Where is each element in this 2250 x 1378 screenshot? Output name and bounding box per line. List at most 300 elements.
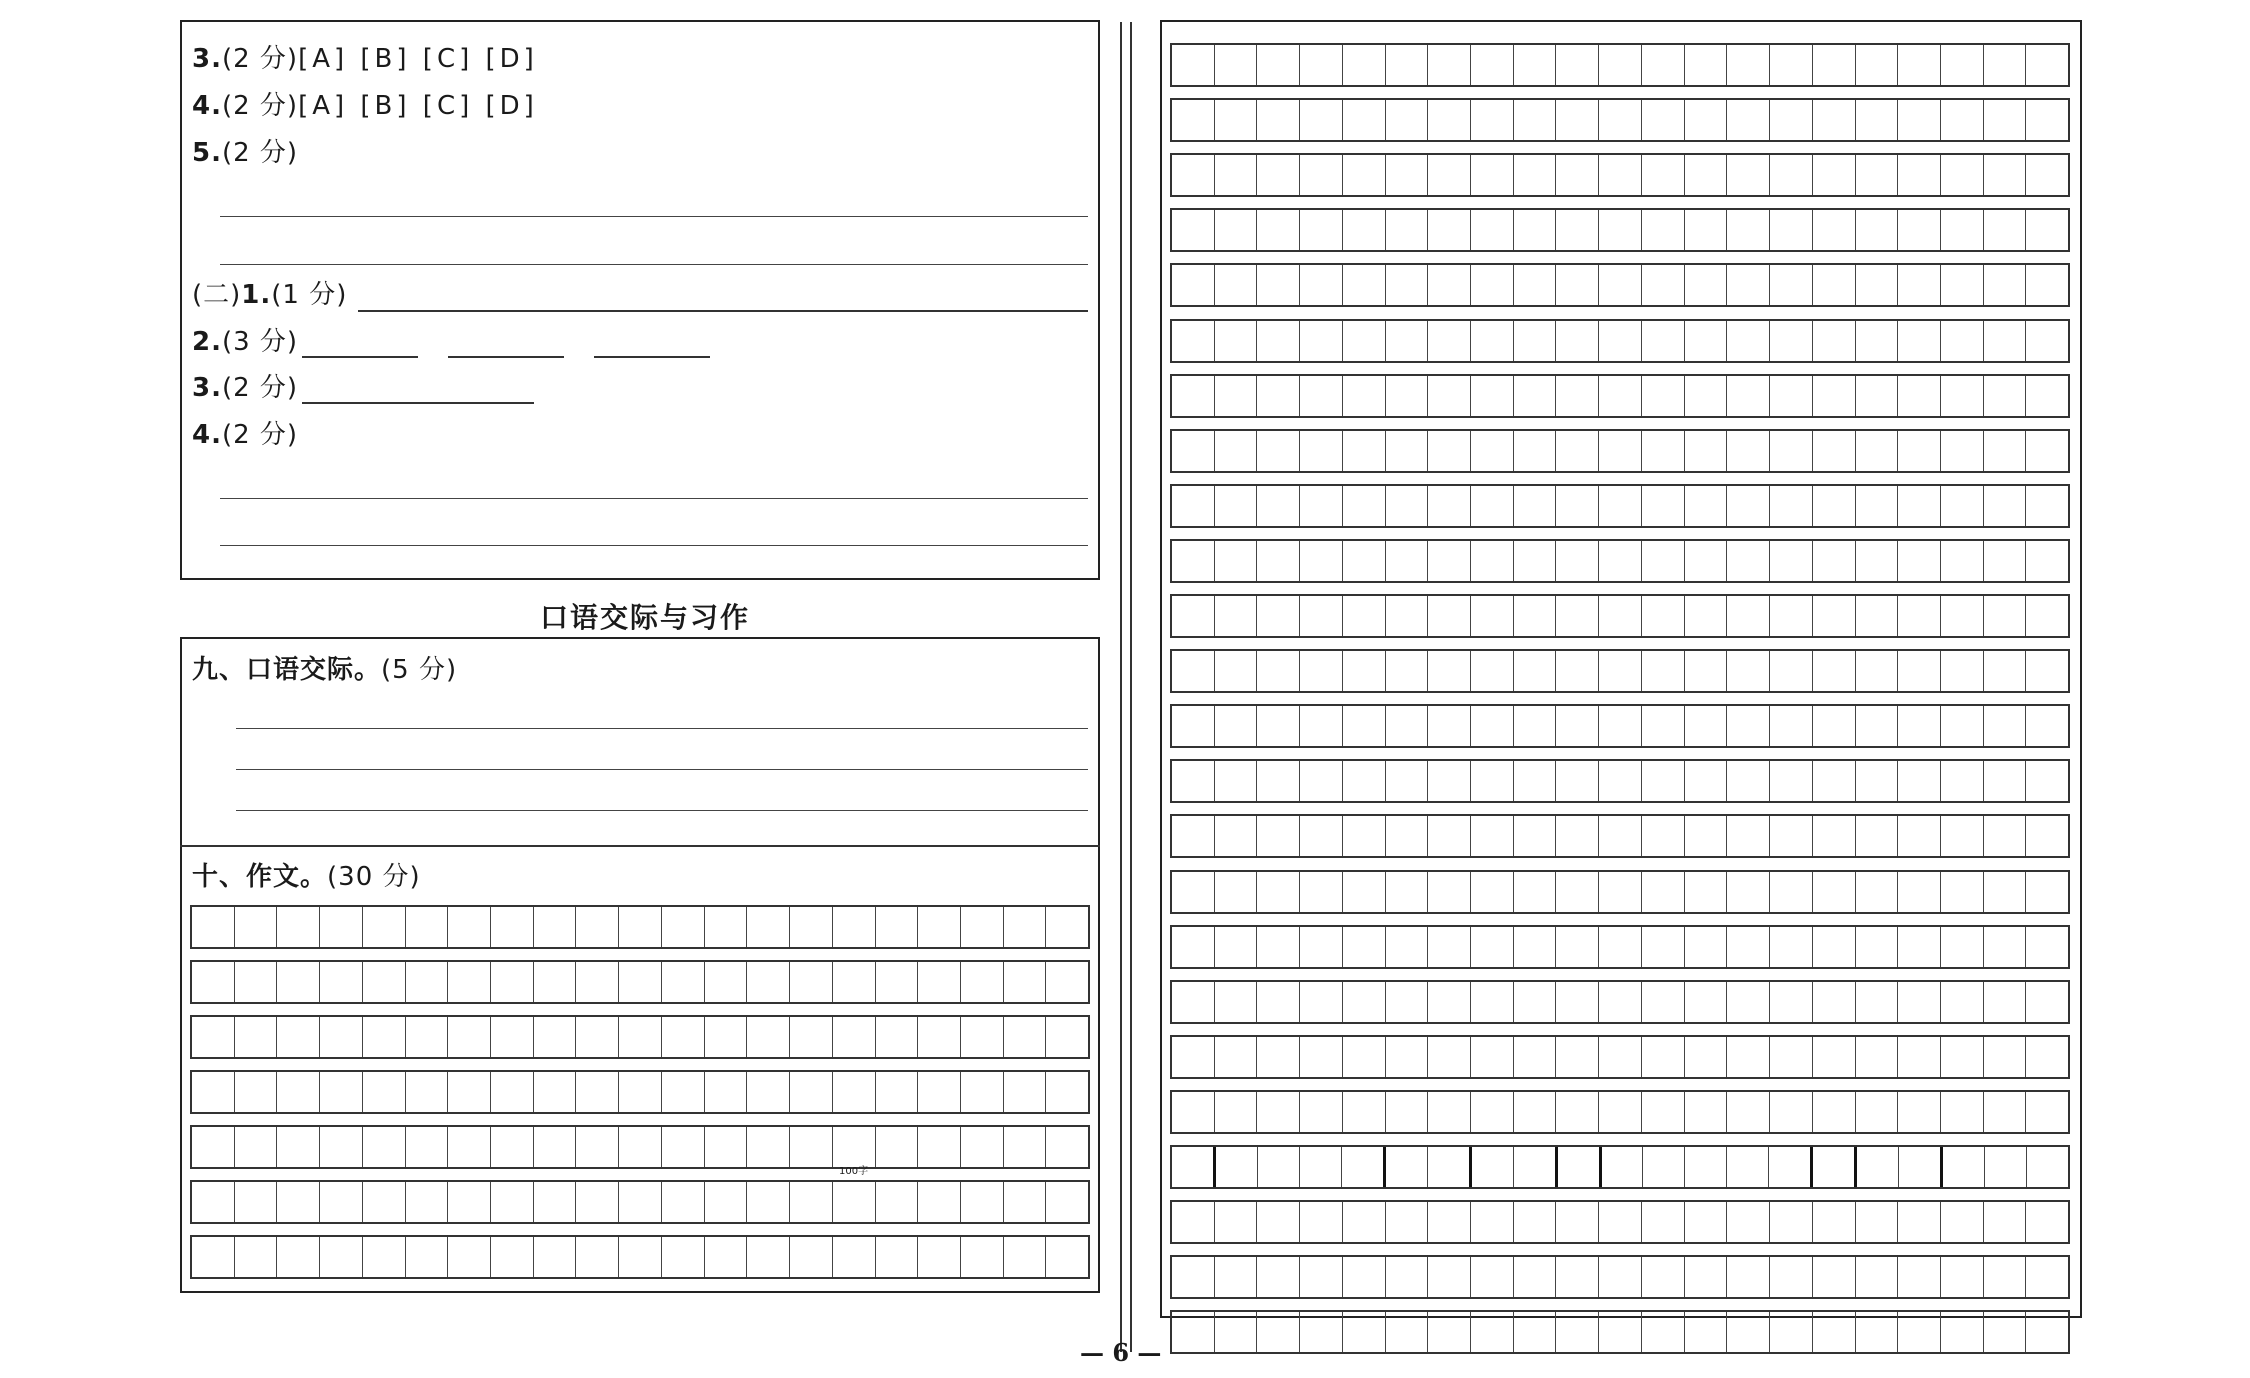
- grid-cell[interactable]: [1343, 706, 1386, 746]
- grid-cell[interactable]: [1985, 1147, 2027, 1187]
- grid-cell[interactable]: [1856, 761, 1899, 801]
- grid-cell[interactable]: [1215, 45, 1258, 85]
- answer-blank[interactable]: [302, 356, 418, 358]
- grid-cell[interactable]: [406, 962, 449, 1002]
- grid-cell[interactable]: [1556, 651, 1599, 691]
- answer-line[interactable]: [220, 216, 1088, 217]
- grid-cell[interactable]: [2026, 761, 2068, 801]
- grid-cell[interactable]: [1898, 321, 1941, 361]
- grid-cell[interactable]: [1727, 376, 1770, 416]
- grid-cell[interactable]: [1898, 872, 1941, 912]
- grid-cell[interactable]: [1471, 1202, 1514, 1242]
- grid-cell[interactable]: [1471, 872, 1514, 912]
- grid-cell[interactable]: [1685, 872, 1728, 912]
- grid-cell[interactable]: [1599, 706, 1642, 746]
- grid-cell[interactable]: [1770, 1202, 1813, 1242]
- grid-cell[interactable]: [1813, 761, 1856, 801]
- grid-cell[interactable]: [1556, 1202, 1599, 1242]
- grid-cell[interactable]: [576, 907, 619, 947]
- grid-cell[interactable]: [576, 1017, 619, 1057]
- answer-blank[interactable]: [302, 402, 534, 404]
- grid-cell[interactable]: [1599, 1257, 1642, 1297]
- grid-cell[interactable]: [1172, 872, 1215, 912]
- grid-cell[interactable]: [876, 962, 919, 1002]
- grid-cell[interactable]: [1770, 210, 1813, 250]
- grid-cell[interactable]: [1727, 1202, 1770, 1242]
- grid-cell[interactable]: [1428, 486, 1471, 526]
- grid-cell[interactable]: [1215, 321, 1258, 361]
- grid-cell[interactable]: [1343, 210, 1386, 250]
- grid-cell[interactable]: [918, 1017, 961, 1057]
- grid-cell[interactable]: [1602, 1147, 1644, 1187]
- grid-cell[interactable]: [1514, 265, 1557, 305]
- grid-cell[interactable]: [1813, 100, 1856, 140]
- grid-cell[interactable]: [1856, 376, 1899, 416]
- grid-cell[interactable]: [662, 907, 705, 947]
- grid-cell[interactable]: [1856, 927, 1899, 967]
- grid-cell[interactable]: [1856, 1257, 1899, 1297]
- grid-cell[interactable]: [1215, 982, 1258, 1022]
- grid-cell[interactable]: [1386, 927, 1429, 967]
- grid-cell[interactable]: [363, 1127, 406, 1167]
- grid-cell[interactable]: [1257, 872, 1300, 912]
- answer-line[interactable]: [220, 545, 1088, 546]
- grid-cell[interactable]: [2026, 1037, 2068, 1077]
- grid-cell[interactable]: [406, 907, 449, 947]
- grid-cell[interactable]: [1556, 541, 1599, 581]
- grid-cell[interactable]: [1856, 265, 1899, 305]
- grid-cell[interactable]: [1685, 486, 1728, 526]
- grid-cell[interactable]: [1300, 376, 1343, 416]
- grid-cell[interactable]: [1941, 486, 1984, 526]
- grid-cell[interactable]: [1257, 596, 1300, 636]
- grid-cell[interactable]: [1813, 927, 1856, 967]
- grid-cell[interactable]: [1898, 1257, 1941, 1297]
- grid-cell[interactable]: [576, 1237, 619, 1277]
- grid-cell[interactable]: [1257, 376, 1300, 416]
- grid-cell[interactable]: [235, 1127, 278, 1167]
- grid-cell[interactable]: [1257, 210, 1300, 250]
- grid-cell[interactable]: [406, 1182, 449, 1222]
- grid-cell[interactable]: [1556, 761, 1599, 801]
- grid-cell[interactable]: [1941, 872, 1984, 912]
- grid-cell[interactable]: [1386, 486, 1429, 526]
- grid-cell[interactable]: [1257, 927, 1300, 967]
- grid-cell[interactable]: [1428, 596, 1471, 636]
- grid-cell[interactable]: [406, 1017, 449, 1057]
- grid-cell[interactable]: [1386, 651, 1429, 691]
- grid-cell[interactable]: [1984, 45, 2027, 85]
- grid-cell[interactable]: [1856, 596, 1899, 636]
- grid-cell[interactable]: [1343, 1312, 1386, 1352]
- grid-cell[interactable]: [1004, 1017, 1047, 1057]
- grid-cell[interactable]: [1257, 100, 1300, 140]
- grid-cell[interactable]: [1257, 155, 1300, 195]
- grid-cell[interactable]: [833, 962, 876, 1002]
- grid-cell[interactable]: [918, 907, 961, 947]
- grid-cell[interactable]: [1343, 651, 1386, 691]
- grid-cell[interactable]: [1428, 651, 1471, 691]
- grid-cell[interactable]: [1941, 265, 1984, 305]
- grid-cell[interactable]: [1856, 431, 1899, 471]
- grid-cell[interactable]: [1856, 321, 1899, 361]
- grid-cell[interactable]: [1599, 1202, 1642, 1242]
- grid-cell[interactable]: [1514, 1147, 1558, 1187]
- grid-cell[interactable]: [1941, 1092, 1984, 1132]
- grid-cell[interactable]: [1343, 1257, 1386, 1297]
- answer-line[interactable]: [220, 498, 1088, 499]
- grid-cell[interactable]: [192, 1237, 235, 1277]
- grid-cell[interactable]: [1642, 1312, 1685, 1352]
- grid-cell[interactable]: [1004, 962, 1047, 1002]
- grid-cell[interactable]: [1898, 1202, 1941, 1242]
- grid-cell[interactable]: [1856, 1037, 1899, 1077]
- grid-cell[interactable]: [2026, 376, 2068, 416]
- grid-cell[interactable]: [662, 1182, 705, 1222]
- grid-cell[interactable]: [277, 907, 320, 947]
- grid-cell[interactable]: [1727, 265, 1770, 305]
- grid-cell[interactable]: [1685, 1092, 1728, 1132]
- grid-cell[interactable]: [1471, 486, 1514, 526]
- grid-cell[interactable]: [1514, 376, 1557, 416]
- grid-cell[interactable]: [1642, 45, 1685, 85]
- grid-cell[interactable]: [1813, 706, 1856, 746]
- grid-cell[interactable]: [1984, 927, 2027, 967]
- grid-cell[interactable]: [876, 1237, 919, 1277]
- grid-cell[interactable]: [1727, 1092, 1770, 1132]
- grid-cell[interactable]: [363, 1072, 406, 1112]
- grid-cell[interactable]: [1770, 431, 1813, 471]
- grid-cell[interactable]: [1857, 1147, 1899, 1187]
- grid-cell[interactable]: [2026, 265, 2068, 305]
- grid-cell[interactable]: [1813, 1037, 1856, 1077]
- grid-cell[interactable]: [1899, 1147, 1943, 1187]
- grid-cell[interactable]: [1727, 1147, 1769, 1187]
- grid-cell[interactable]: [1685, 1257, 1728, 1297]
- grid-cell[interactable]: [1685, 431, 1728, 471]
- grid-cell[interactable]: [1685, 1037, 1728, 1077]
- grid-cell[interactable]: [1386, 155, 1429, 195]
- grid-cell[interactable]: [1428, 706, 1471, 746]
- grid-cell[interactable]: [961, 962, 1004, 1002]
- grid-cell[interactable]: [1215, 1037, 1258, 1077]
- grid-cell[interactable]: [1386, 816, 1429, 856]
- grid-cell[interactable]: [705, 907, 748, 947]
- grid-cell[interactable]: [1216, 1147, 1258, 1187]
- grid-cell[interactable]: [1514, 541, 1557, 581]
- grid-cell[interactable]: [747, 1017, 790, 1057]
- grid-cell[interactable]: [1386, 1257, 1429, 1297]
- grid-cell[interactable]: [1856, 45, 1899, 85]
- grid-cell[interactable]: [1471, 321, 1514, 361]
- grid-cell[interactable]: [320, 1017, 363, 1057]
- grid-cell[interactable]: [277, 1237, 320, 1277]
- grid-cell[interactable]: [1941, 706, 1984, 746]
- grid-cell[interactable]: [1770, 541, 1813, 581]
- grid-cell[interactable]: [1300, 1202, 1343, 1242]
- grid-cell[interactable]: [2026, 816, 2068, 856]
- grid-cell[interactable]: [192, 962, 235, 1002]
- grid-cell[interactable]: [1428, 100, 1471, 140]
- grid-cell[interactable]: [1556, 872, 1599, 912]
- grid-cell[interactable]: [1172, 45, 1215, 85]
- grid-cell[interactable]: [1215, 155, 1258, 195]
- grid-cell[interactable]: [1685, 982, 1728, 1022]
- grid-cell[interactable]: [1813, 1257, 1856, 1297]
- grid-cell[interactable]: [1386, 761, 1429, 801]
- grid-cell[interactable]: [1215, 210, 1258, 250]
- grid-cell[interactable]: [1300, 596, 1343, 636]
- grid-cell[interactable]: [1856, 100, 1899, 140]
- grid-cell[interactable]: [876, 1182, 919, 1222]
- grid-cell[interactable]: [1257, 1037, 1300, 1077]
- grid-cell[interactable]: [1770, 1037, 1813, 1077]
- grid-cell[interactable]: [2026, 1092, 2068, 1132]
- grid-cell[interactable]: [1770, 376, 1813, 416]
- grid-cell[interactable]: [1813, 321, 1856, 361]
- grid-cell[interactable]: [1856, 210, 1899, 250]
- grid-cell[interactable]: [619, 962, 662, 1002]
- grid-cell[interactable]: [1514, 45, 1557, 85]
- grid-cell[interactable]: [1172, 541, 1215, 581]
- grid-cell[interactable]: [1898, 706, 1941, 746]
- grid-cell[interactable]: [662, 1017, 705, 1057]
- grid-cell[interactable]: [1813, 45, 1856, 85]
- grid-cell[interactable]: [1642, 761, 1685, 801]
- grid-cell[interactable]: [1685, 100, 1728, 140]
- grid-cell[interactable]: [1813, 486, 1856, 526]
- grid-cell[interactable]: [1428, 927, 1471, 967]
- grid-cell[interactable]: [1428, 872, 1471, 912]
- grid-cell[interactable]: [1215, 927, 1258, 967]
- grid-cell[interactable]: [1770, 706, 1813, 746]
- grid-cell[interactable]: [961, 1237, 1004, 1277]
- grid-cell[interactable]: [1556, 100, 1599, 140]
- grid-cell[interactable]: [1898, 210, 1941, 250]
- grid-cell[interactable]: [1941, 155, 1984, 195]
- answer-options[interactable]: [A] [B] [C] [D]: [298, 44, 538, 74]
- grid-cell[interactable]: [2026, 321, 2068, 361]
- grid-cell[interactable]: [1172, 982, 1215, 1022]
- grid-cell[interactable]: [1770, 872, 1813, 912]
- grid-cell[interactable]: [1428, 376, 1471, 416]
- grid-cell[interactable]: [1046, 1072, 1088, 1112]
- grid-cell[interactable]: [1770, 1092, 1813, 1132]
- grid-cell[interactable]: [1004, 1127, 1047, 1167]
- grid-cell[interactable]: [1343, 1092, 1386, 1132]
- grid-cell[interactable]: [1941, 761, 1984, 801]
- grid-cell[interactable]: [1215, 265, 1258, 305]
- grid-cell[interactable]: [1685, 927, 1728, 967]
- grid-cell[interactable]: [1300, 1037, 1343, 1077]
- grid-cell[interactable]: [1813, 376, 1856, 416]
- grid-cell[interactable]: [1300, 872, 1343, 912]
- grid-cell[interactable]: [1770, 816, 1813, 856]
- grid-cell[interactable]: [833, 1017, 876, 1057]
- grid-cell[interactable]: [1599, 816, 1642, 856]
- grid-cell[interactable]: [1770, 982, 1813, 1022]
- grid-cell[interactable]: [1343, 872, 1386, 912]
- grid-cell[interactable]: [1514, 321, 1557, 361]
- grid-cell[interactable]: [1257, 1092, 1300, 1132]
- grid-cell[interactable]: [1727, 431, 1770, 471]
- grid-cell[interactable]: [1343, 486, 1386, 526]
- grid-cell[interactable]: [363, 962, 406, 1002]
- grid-cell[interactable]: [790, 1017, 833, 1057]
- grid-cell[interactable]: [1856, 155, 1899, 195]
- grid-cell[interactable]: [1727, 1312, 1770, 1352]
- grid-cell[interactable]: [1514, 486, 1557, 526]
- grid-cell[interactable]: [1856, 1092, 1899, 1132]
- grid-cell[interactable]: [1856, 486, 1899, 526]
- grid-cell[interactable]: [491, 1237, 534, 1277]
- grid-cell[interactable]: [1172, 651, 1215, 691]
- grid-cell[interactable]: [1770, 100, 1813, 140]
- grid-cell[interactable]: [2026, 1257, 2068, 1297]
- grid-cell[interactable]: [534, 1017, 577, 1057]
- grid-cell[interactable]: [619, 907, 662, 947]
- grid-cell[interactable]: [918, 1182, 961, 1222]
- grid-cell[interactable]: [1342, 1147, 1386, 1187]
- grid-cell[interactable]: [1685, 761, 1728, 801]
- grid-cell[interactable]: [1556, 155, 1599, 195]
- grid-cell[interactable]: [1898, 541, 1941, 581]
- grid-cell[interactable]: [1984, 1037, 2027, 1077]
- grid-cell[interactable]: [235, 1017, 278, 1057]
- grid-cell[interactable]: [705, 1182, 748, 1222]
- grid-cell[interactable]: [1046, 1182, 1088, 1222]
- grid-cell[interactable]: [1727, 155, 1770, 195]
- grid-cell[interactable]: [1172, 1312, 1215, 1352]
- grid-cell[interactable]: [1471, 1312, 1514, 1352]
- grid-cell[interactable]: [1941, 816, 1984, 856]
- grid-cell[interactable]: [1172, 486, 1215, 526]
- grid-cell[interactable]: [1428, 155, 1471, 195]
- grid-cell[interactable]: [1343, 155, 1386, 195]
- grid-cell[interactable]: [1215, 1202, 1258, 1242]
- grid-cell[interactable]: [1685, 265, 1728, 305]
- grid-cell[interactable]: [1642, 706, 1685, 746]
- grid-cell[interactable]: [790, 962, 833, 1002]
- grid-cell[interactable]: [961, 1127, 1004, 1167]
- grid-cell[interactable]: [918, 1237, 961, 1277]
- answer-blank[interactable]: [448, 356, 564, 358]
- grid-cell[interactable]: [1599, 1312, 1642, 1352]
- grid-cell[interactable]: [1257, 45, 1300, 85]
- grid-cell[interactable]: [2026, 210, 2068, 250]
- grid-cell[interactable]: [1642, 486, 1685, 526]
- grid-cell[interactable]: [363, 1182, 406, 1222]
- grid-cell[interactable]: [1556, 927, 1599, 967]
- grid-cell[interactable]: [1514, 706, 1557, 746]
- grid-cell[interactable]: [1386, 45, 1429, 85]
- grid-cell[interactable]: [1685, 596, 1728, 636]
- grid-cell[interactable]: [1471, 651, 1514, 691]
- grid-cell[interactable]: [619, 1072, 662, 1112]
- grid-cell[interactable]: [1428, 1312, 1471, 1352]
- grid-cell[interactable]: [1004, 907, 1047, 947]
- answer-blank[interactable]: [594, 356, 710, 358]
- grid-cell[interactable]: [320, 907, 363, 947]
- grid-cell[interactable]: [534, 1127, 577, 1167]
- grid-cell[interactable]: [1685, 376, 1728, 416]
- answer-line[interactable]: [236, 810, 1088, 811]
- grid-cell[interactable]: [448, 1127, 491, 1167]
- grid-cell[interactable]: [1642, 541, 1685, 581]
- grid-cell[interactable]: [961, 1182, 1004, 1222]
- grid-cell[interactable]: [448, 1237, 491, 1277]
- grid-cell[interactable]: [1727, 486, 1770, 526]
- grid-cell[interactable]: [1642, 1257, 1685, 1297]
- grid-cell[interactable]: [1642, 210, 1685, 250]
- grid-cell[interactable]: [1514, 872, 1557, 912]
- grid-cell[interactable]: [1727, 45, 1770, 85]
- grid-cell[interactable]: [320, 1072, 363, 1112]
- grid-cell[interactable]: [363, 1237, 406, 1277]
- grid-cell[interactable]: [1642, 596, 1685, 636]
- grid-cell[interactable]: [1813, 982, 1856, 1022]
- grid-cell[interactable]: [1215, 100, 1258, 140]
- grid-cell[interactable]: [1984, 1202, 2027, 1242]
- answer-line[interactable]: [236, 728, 1088, 729]
- grid-cell[interactable]: [1813, 1147, 1857, 1187]
- grid-cell[interactable]: [1685, 706, 1728, 746]
- grid-cell[interactable]: [1599, 321, 1642, 361]
- grid-cell[interactable]: [1386, 1092, 1429, 1132]
- grid-cell[interactable]: [1770, 45, 1813, 85]
- grid-cell[interactable]: [1727, 210, 1770, 250]
- grid-cell[interactable]: [2026, 651, 2068, 691]
- grid-cell[interactable]: [1300, 541, 1343, 581]
- grid-cell[interactable]: [406, 1237, 449, 1277]
- grid-cell[interactable]: [1685, 210, 1728, 250]
- grid-cell[interactable]: [1941, 982, 1984, 1022]
- grid-cell[interactable]: [1428, 1257, 1471, 1297]
- grid-cell[interactable]: [534, 1182, 577, 1222]
- grid-cell[interactable]: [1685, 155, 1728, 195]
- grid-cell[interactable]: [1257, 541, 1300, 581]
- grid-cell[interactable]: [1428, 210, 1471, 250]
- grid-cell[interactable]: [1343, 761, 1386, 801]
- grid-cell[interactable]: [1898, 431, 1941, 471]
- grid-cell[interactable]: [406, 1072, 449, 1112]
- grid-cell[interactable]: [1386, 872, 1429, 912]
- grid-cell[interactable]: [1941, 1312, 1984, 1352]
- grid-cell[interactable]: [1984, 100, 2027, 140]
- grid-cell[interactable]: [876, 1017, 919, 1057]
- grid-cell[interactable]: [790, 1127, 833, 1167]
- grid-cell[interactable]: [1300, 265, 1343, 305]
- grid-cell[interactable]: [534, 907, 577, 947]
- grid-cell[interactable]: [1386, 1312, 1429, 1352]
- grid-cell[interactable]: [1599, 1037, 1642, 1077]
- grid-cell[interactable]: [961, 1017, 1004, 1057]
- grid-cell[interactable]: [1257, 1312, 1300, 1352]
- grid-cell[interactable]: [1514, 1312, 1557, 1352]
- grid-cell[interactable]: [1685, 1147, 1727, 1187]
- grid-cell[interactable]: [491, 1127, 534, 1167]
- grid-cell[interactable]: [491, 1182, 534, 1222]
- grid-cell[interactable]: [448, 907, 491, 947]
- grid-cell[interactable]: [192, 1127, 235, 1167]
- grid-cell[interactable]: [235, 1182, 278, 1222]
- grid-cell[interactable]: [1556, 321, 1599, 361]
- grid-cell[interactable]: [1813, 651, 1856, 691]
- grid-cell[interactable]: [1599, 761, 1642, 801]
- grid-cell[interactable]: [1898, 927, 1941, 967]
- grid-cell[interactable]: [1471, 265, 1514, 305]
- grid-cell[interactable]: [1642, 1092, 1685, 1132]
